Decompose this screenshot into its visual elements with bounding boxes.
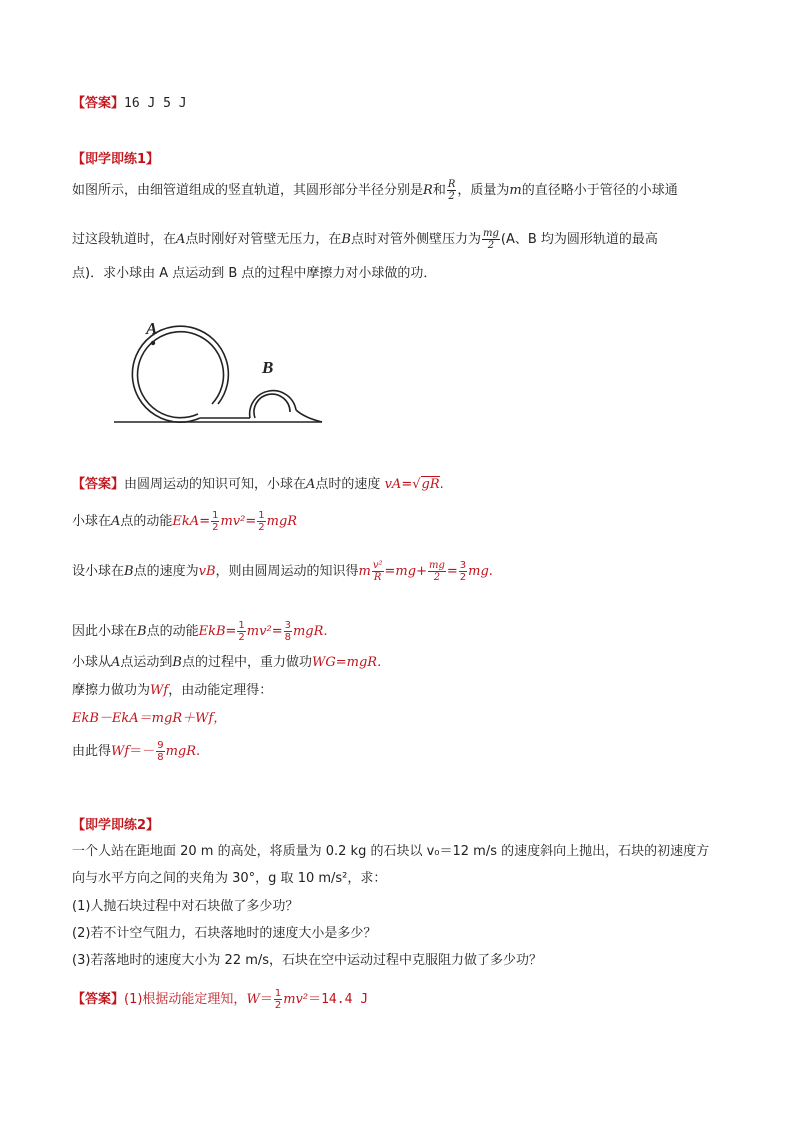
practice2-s3: (3)若落地时的速度大小为 22 m/s，石块在空中运动过程中克服阻力做了多少功？ bbox=[72, 953, 543, 968]
label-b: B bbox=[262, 358, 274, 377]
large-loop-outer bbox=[132, 326, 228, 422]
fraction-r-over-2: $\frac{R}{2}$ bbox=[447, 179, 456, 202]
large-loop-inner bbox=[138, 332, 224, 418]
answer1-line8: 由此得Wf＝－ $\frac{9}{8}$ mgR. bbox=[72, 740, 201, 763]
answer1-line7: EkB－EkA＝mgR＋Wf， bbox=[72, 711, 227, 726]
answer-tag: 【答案】 bbox=[72, 96, 125, 111]
practice2-s1: (1)人抛石块过程中对石块做了多少功？ bbox=[72, 899, 299, 914]
label-a: A bbox=[146, 319, 158, 338]
answer1-line1: 【答案】由圆周运动的知识可知，小球在A点时的速度 vA=√gR. bbox=[72, 477, 444, 492]
answer1-line5: 小球从A点运动到B点的过程中，重力做功WG=mgR. bbox=[72, 655, 382, 670]
practice2-q1: 一个人站在距地面 20 m 的高处，将质量为 0.2 kg 的石块以 v₀＝12 m/s 的速度斜向上抛出，石块的初速度方 bbox=[72, 844, 710, 859]
answer2-line1: 【答案】(1)根据动能定理知，W＝ $\frac{1}{2}$ mv²＝14.4 J bbox=[72, 988, 369, 1011]
practice2-q2: 向与水平方向之间的夹角为 30°，g 取 10 m/s²，求： bbox=[72, 871, 387, 886]
answer1-line3: 设小球在B点的速度为vB，则由圆周运动的知识得m $\frac{\text{v²}}{R}$ =mg+ $\frac{mg}{2}$ = $\frac{3}{2}$ mg. bbox=[72, 560, 493, 583]
track-diagram bbox=[100, 318, 330, 438]
answer1-line2: 小球在A点的动能EkA= $\frac{1}{2}$ mv²= $\frac{1}{2}$ mgR bbox=[72, 510, 298, 533]
practice2-s2: (2)若不计空气阻力，石块落地时的速度大小是多少？ bbox=[72, 926, 377, 941]
practice1-tag: 【即学即练1】 bbox=[72, 152, 160, 167]
practice1-line1: 如图所示，由细管道组成的竖直轨道，其圆形部分半径分别是R和 $\frac{R}{2}$ ，质量为m的直径略小于管径的小球通 bbox=[72, 179, 678, 202]
answer1-line4: 因此小球在B点的动能EkB= $\frac{1}{2}$ mv²= $\frac{3}{8}$ mgR. bbox=[72, 620, 328, 643]
answer1-line6: 摩擦力做功为Wf，由动能定理得： bbox=[72, 683, 273, 698]
point-a-dot bbox=[151, 341, 155, 345]
fraction-mg-over-2: $\frac{mg}{2}$ bbox=[483, 228, 499, 251]
practice1-line3: 点)．求小球由 A 点运动到 B 点的过程中摩擦力对小球做的功． bbox=[72, 266, 437, 281]
practice2-tag: 【即学即练2】 bbox=[72, 818, 160, 833]
small-loop-tail bbox=[296, 410, 322, 422]
practice1-line2: 过这段轨道时，在A点时刚好对管壁无压力，在B点时对管外侧壁压力为 $\frac{mg}{2}$ (A、B 均为圆形轨道的最高 bbox=[72, 228, 658, 251]
answer-text: 16 J 5 J bbox=[124, 96, 187, 111]
small-loop-inner bbox=[254, 394, 290, 418]
answer-line-0 bbox=[72, 94, 187, 114]
